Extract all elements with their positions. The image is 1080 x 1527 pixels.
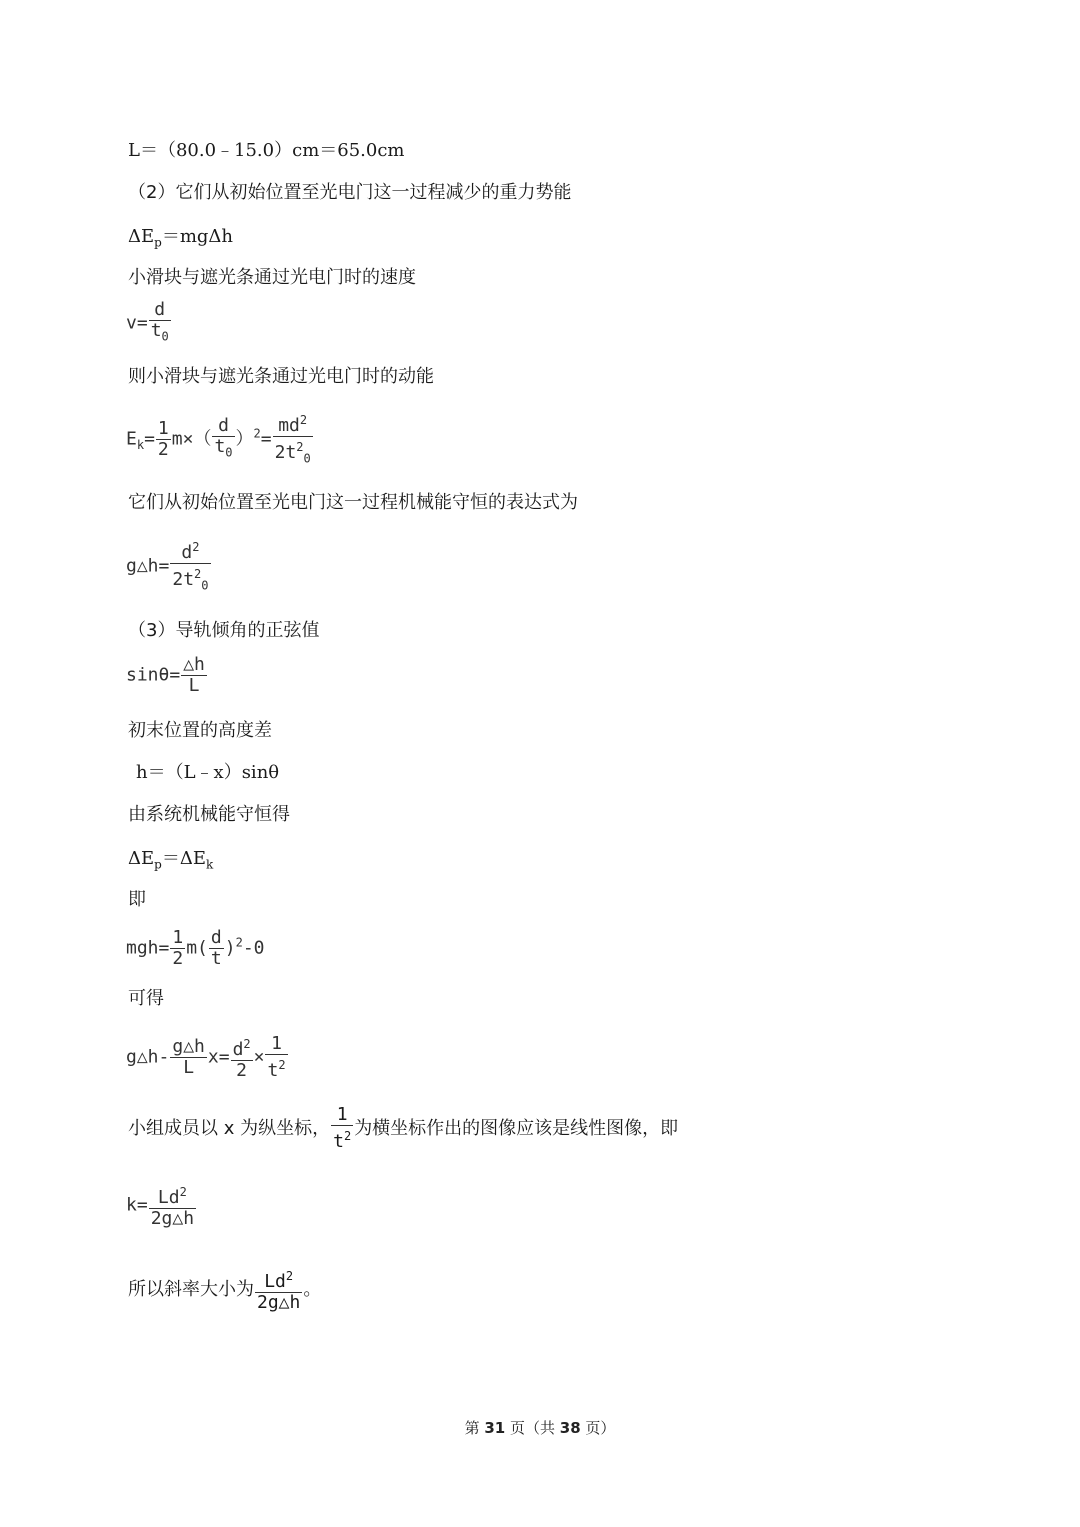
g-num	[170, 537, 210, 564]
ek-lhs-sub: k	[136, 437, 145, 452]
axes-frac-num: 1	[331, 1105, 353, 1126]
v-num: d	[149, 300, 171, 321]
g-den	[170, 564, 210, 596]
ek-r-den-sup: 2	[296, 440, 304, 454]
ek-half-num: 1	[157, 417, 169, 439]
mgh-m: m(	[186, 937, 208, 959]
v-fraction	[149, 300, 171, 347]
v-den-sub: 0	[161, 329, 169, 344]
g-den-sup: 2	[194, 567, 202, 581]
mgh-dt-den: t	[210, 948, 222, 969]
sin-den: L	[188, 675, 200, 696]
eq-dek-sub: k	[205, 857, 214, 872]
ke-f1-den: L	[183, 1057, 195, 1078]
length-calc: L＝（80.0﹣15.0）cm＝65.0cm	[128, 140, 405, 161]
ek-r-num: md	[278, 415, 300, 436]
ek-d-den	[212, 437, 234, 463]
k-num-pow: 2	[179, 1185, 187, 1199]
g-num-pow: 2	[192, 540, 200, 554]
velocity-formula	[126, 300, 172, 347]
conservation-text: 它们从初始位置至光电门这一过程机械能守恒的表达式为	[128, 492, 578, 513]
part2-heading: （2）它们从初始位置至光电门这一过程减少的重力势能	[128, 182, 572, 203]
sin-frac	[181, 655, 207, 696]
g-den-t: 2t	[172, 569, 195, 590]
slope-num	[255, 1266, 302, 1293]
axes-frac-den-t: t	[333, 1131, 344, 1152]
k-frac	[149, 1182, 196, 1229]
energy-equality	[128, 848, 213, 876]
ke-f2-num	[231, 1034, 253, 1061]
ke-f1-num: g△h	[172, 1036, 205, 1057]
axes-frac-den-pow: 2	[343, 1129, 352, 1143]
mgh-dt-num: d	[210, 927, 222, 948]
ek-m: m×（	[171, 428, 212, 450]
ke-f3-pow: 2	[278, 1058, 286, 1072]
derived-formula	[126, 1034, 289, 1081]
ke-mid: x=	[207, 1046, 230, 1068]
page-footer	[0, 1417, 1080, 1438]
dep-sub: p	[154, 235, 162, 250]
ek-result-den	[273, 437, 313, 469]
mgh-lhs: mgh=	[126, 937, 170, 959]
footer-total: 38	[559, 1419, 581, 1437]
ek-eq2: =	[260, 428, 272, 450]
ek-half	[156, 419, 171, 460]
mgh-pow: 2	[235, 935, 243, 950]
ek-d-num: d	[212, 416, 234, 437]
ek-r-den-sub: 0	[303, 451, 311, 466]
footer-pre: 第	[464, 1419, 485, 1437]
footer-mid: 页（共	[505, 1419, 560, 1437]
v-den	[149, 321, 171, 347]
ek-pow: 2	[253, 426, 261, 441]
ek-d-frac	[212, 416, 234, 463]
k-formula	[126, 1182, 197, 1229]
ji-text: 即	[128, 889, 146, 910]
ek-r-num-pow: 2	[299, 413, 308, 427]
ek-close: ）	[235, 428, 254, 450]
mgh-formula	[126, 928, 265, 969]
ke-f2-pow: 2	[243, 1037, 251, 1051]
k-den: 2g△h	[150, 1208, 195, 1229]
slope-num-ld: Ld	[264, 1271, 286, 1292]
ke-f2-den: 2	[236, 1060, 248, 1081]
k-lhs: k=	[126, 1194, 148, 1216]
v-den-t: t	[150, 320, 162, 341]
slope-num-pow: 2	[285, 1269, 294, 1283]
part3-heading: （3）导轨倾角的正弦值	[128, 620, 320, 641]
slope-pre: 所以斜率大小为	[128, 1278, 254, 1300]
footer-page: 31	[484, 1419, 506, 1437]
ek-eq: =	[144, 428, 155, 450]
ek-d-den-sub: 0	[225, 445, 233, 460]
eq-dep: ΔE	[128, 848, 155, 869]
eq-dep-sub: p	[154, 857, 162, 872]
height-diff-text: 初末位置的高度差	[128, 720, 272, 741]
mgh-half-den: 2	[172, 948, 184, 969]
g-frac	[170, 537, 210, 596]
ke-f2-num-d: d	[232, 1039, 244, 1060]
g-lhs: g△h=	[126, 555, 170, 577]
axes-inline-frac	[331, 1105, 353, 1152]
mgh-tail: -0	[242, 937, 265, 959]
ek-result	[273, 410, 313, 469]
potential-energy-formula	[128, 226, 233, 254]
conservation-formula	[126, 537, 212, 596]
mgh-dt	[209, 928, 224, 969]
ke-f3	[265, 1034, 287, 1081]
ke-f3-den	[265, 1055, 287, 1081]
sin-num: △h	[183, 654, 205, 675]
ek-lhs: E	[126, 428, 137, 450]
kinetic-text: 则小滑块与遮光条通过光电门时的动能	[128, 366, 434, 387]
footer-post: 页）	[580, 1419, 616, 1437]
slope-den: 2g△h	[257, 1292, 301, 1313]
axes-frac-den	[331, 1126, 353, 1152]
ke-f2	[231, 1034, 253, 1081]
kede-text: 可得	[128, 988, 164, 1009]
system-conservation-text: 由系统机械能守恒得	[128, 804, 290, 825]
k-num-ld: Ld	[157, 1187, 180, 1208]
g-num-d: d	[181, 542, 193, 563]
slope-frac	[255, 1266, 302, 1313]
slope-text	[128, 1266, 321, 1313]
mgh-close: )	[224, 937, 236, 959]
kinetic-formula	[126, 410, 314, 469]
axes-pre: 小组成员以 x 为纵坐标，	[128, 1117, 331, 1139]
axes-post: 为横坐标作出的图像应该是线性图像，即	[354, 1117, 679, 1139]
height-formula: h＝（L﹣x）sinθ	[136, 762, 280, 783]
eq-dek: ＝ΔE	[161, 848, 206, 869]
v-lhs: v=	[126, 312, 148, 334]
dep-rhs: ＝mgΔh	[161, 226, 234, 247]
ke-f3-den-t: t	[267, 1060, 279, 1081]
g-den-sub: 0	[201, 578, 209, 593]
ke-f3-num: 1	[265, 1034, 287, 1055]
ke-times: ×	[253, 1046, 265, 1068]
ke-lhs: g△h-	[126, 1046, 170, 1068]
ke-f1	[170, 1037, 207, 1078]
mgh-half	[170, 928, 185, 969]
dep-label: ΔE	[128, 226, 155, 247]
axes-text	[128, 1105, 678, 1152]
ek-result-num	[273, 410, 313, 437]
ek-half-den: 2	[157, 438, 169, 460]
velocity-text: 小滑块与遮光条通过光电门时的速度	[128, 267, 416, 288]
slope-post: 。	[303, 1278, 322, 1300]
ek-r-den: 2t	[274, 442, 297, 463]
sin-lhs: sinθ=	[126, 664, 181, 686]
k-num	[149, 1182, 196, 1209]
ek-d-den-t: t	[214, 436, 226, 457]
mgh-half-num: 1	[172, 927, 184, 948]
sin-formula	[126, 655, 208, 696]
